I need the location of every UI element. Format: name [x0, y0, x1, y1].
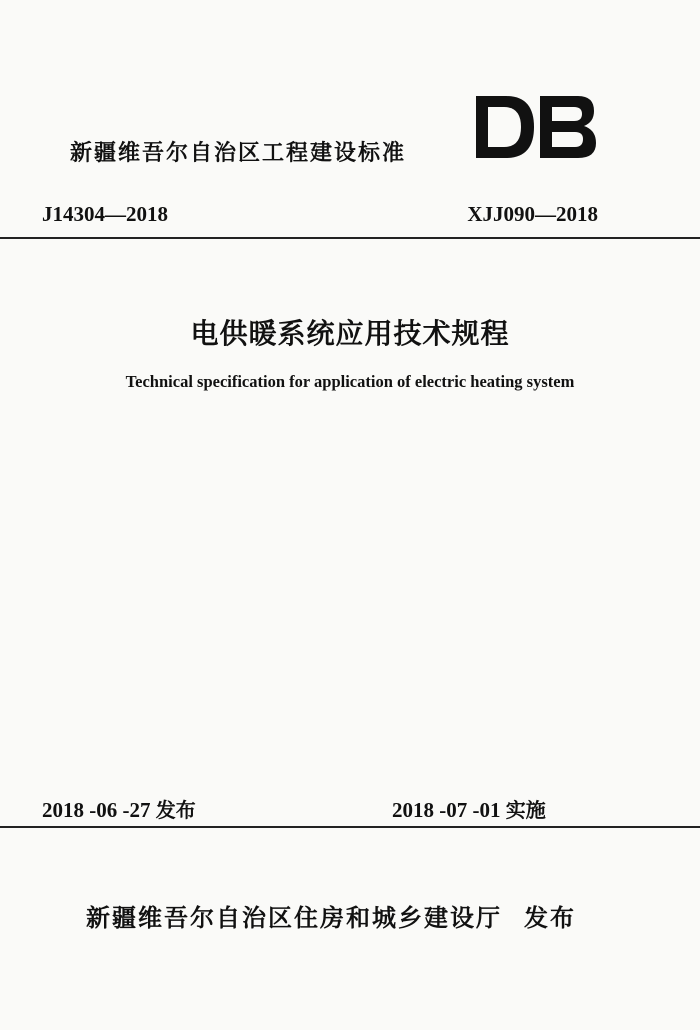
implement-label: 实施 — [505, 798, 546, 822]
standard-number: XJJ090—2018 — [467, 202, 598, 226]
db-logo — [472, 92, 600, 162]
issue-label: 发布 — [155, 798, 196, 822]
issuer-line — [86, 898, 576, 933]
issue-date-line — [42, 794, 196, 823]
issuer-action: 发布 — [524, 904, 576, 932]
document-title-english: Technical specification for application of electric heating system — [125, 372, 575, 391]
issue-date: 2018 -06 -27 — [42, 798, 151, 822]
footer-divider — [0, 826, 700, 828]
document-title-chinese: 电供暖系统应用技术规程 — [190, 317, 510, 350]
standard-type-heading: 新疆维吾尔自治区工程建设标准 — [70, 141, 407, 166]
header-divider — [0, 237, 700, 239]
implement-date-line — [392, 794, 546, 823]
issuer-name: 新疆维吾尔自治区住房和城乡建设厅 — [86, 904, 502, 932]
implement-date: 2018 -07 -01 — [392, 798, 501, 822]
record-number: J14304—2018 — [42, 202, 168, 226]
